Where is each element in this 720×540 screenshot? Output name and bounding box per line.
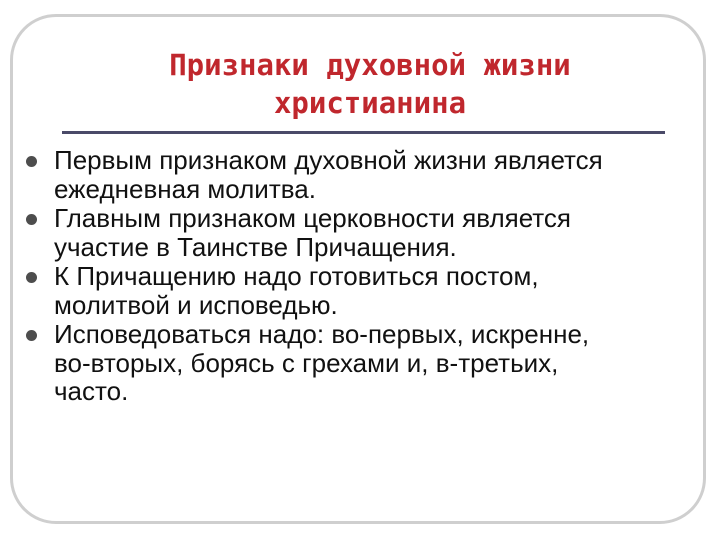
bullet-item [26, 262, 706, 319]
bullet-dot-icon [26, 156, 37, 167]
bullet-text-line: участие в Таинстве Причащения. [54, 231, 457, 262]
slide-title-line-2: христианина [273, 86, 467, 120]
bullet-text-line: К Причащению надо готовиться постом, [54, 261, 539, 291]
bullet-text-line: во-вторых, борясь с грехами и, в-третьих, [54, 347, 559, 378]
slide-title-line-1: Признаки духовной жизни [169, 48, 571, 82]
bullet-text-line: Исповедоваться надо: во-первых, искренне, [54, 319, 590, 349]
bullet-item [26, 146, 706, 203]
bullet-text-line: Первым признаком духовной жизни является [54, 145, 603, 175]
bullet-dot-icon [26, 272, 37, 283]
bullet-item [26, 320, 706, 406]
bullet-list [26, 146, 706, 407]
slide-title [60, 46, 680, 122]
bullet-text-line: Главным признаком церковности является [54, 203, 572, 233]
bullet-text-line: молитвой и исповедью. [54, 289, 338, 320]
title-divider [62, 131, 665, 134]
bullet-text-line: часто. [54, 376, 129, 406]
bullet-dot-icon [26, 330, 37, 341]
bullet-item [26, 204, 706, 261]
bullet-dot-icon [26, 214, 37, 225]
bullet-text-line: ежедневная молитва. [54, 173, 316, 204]
